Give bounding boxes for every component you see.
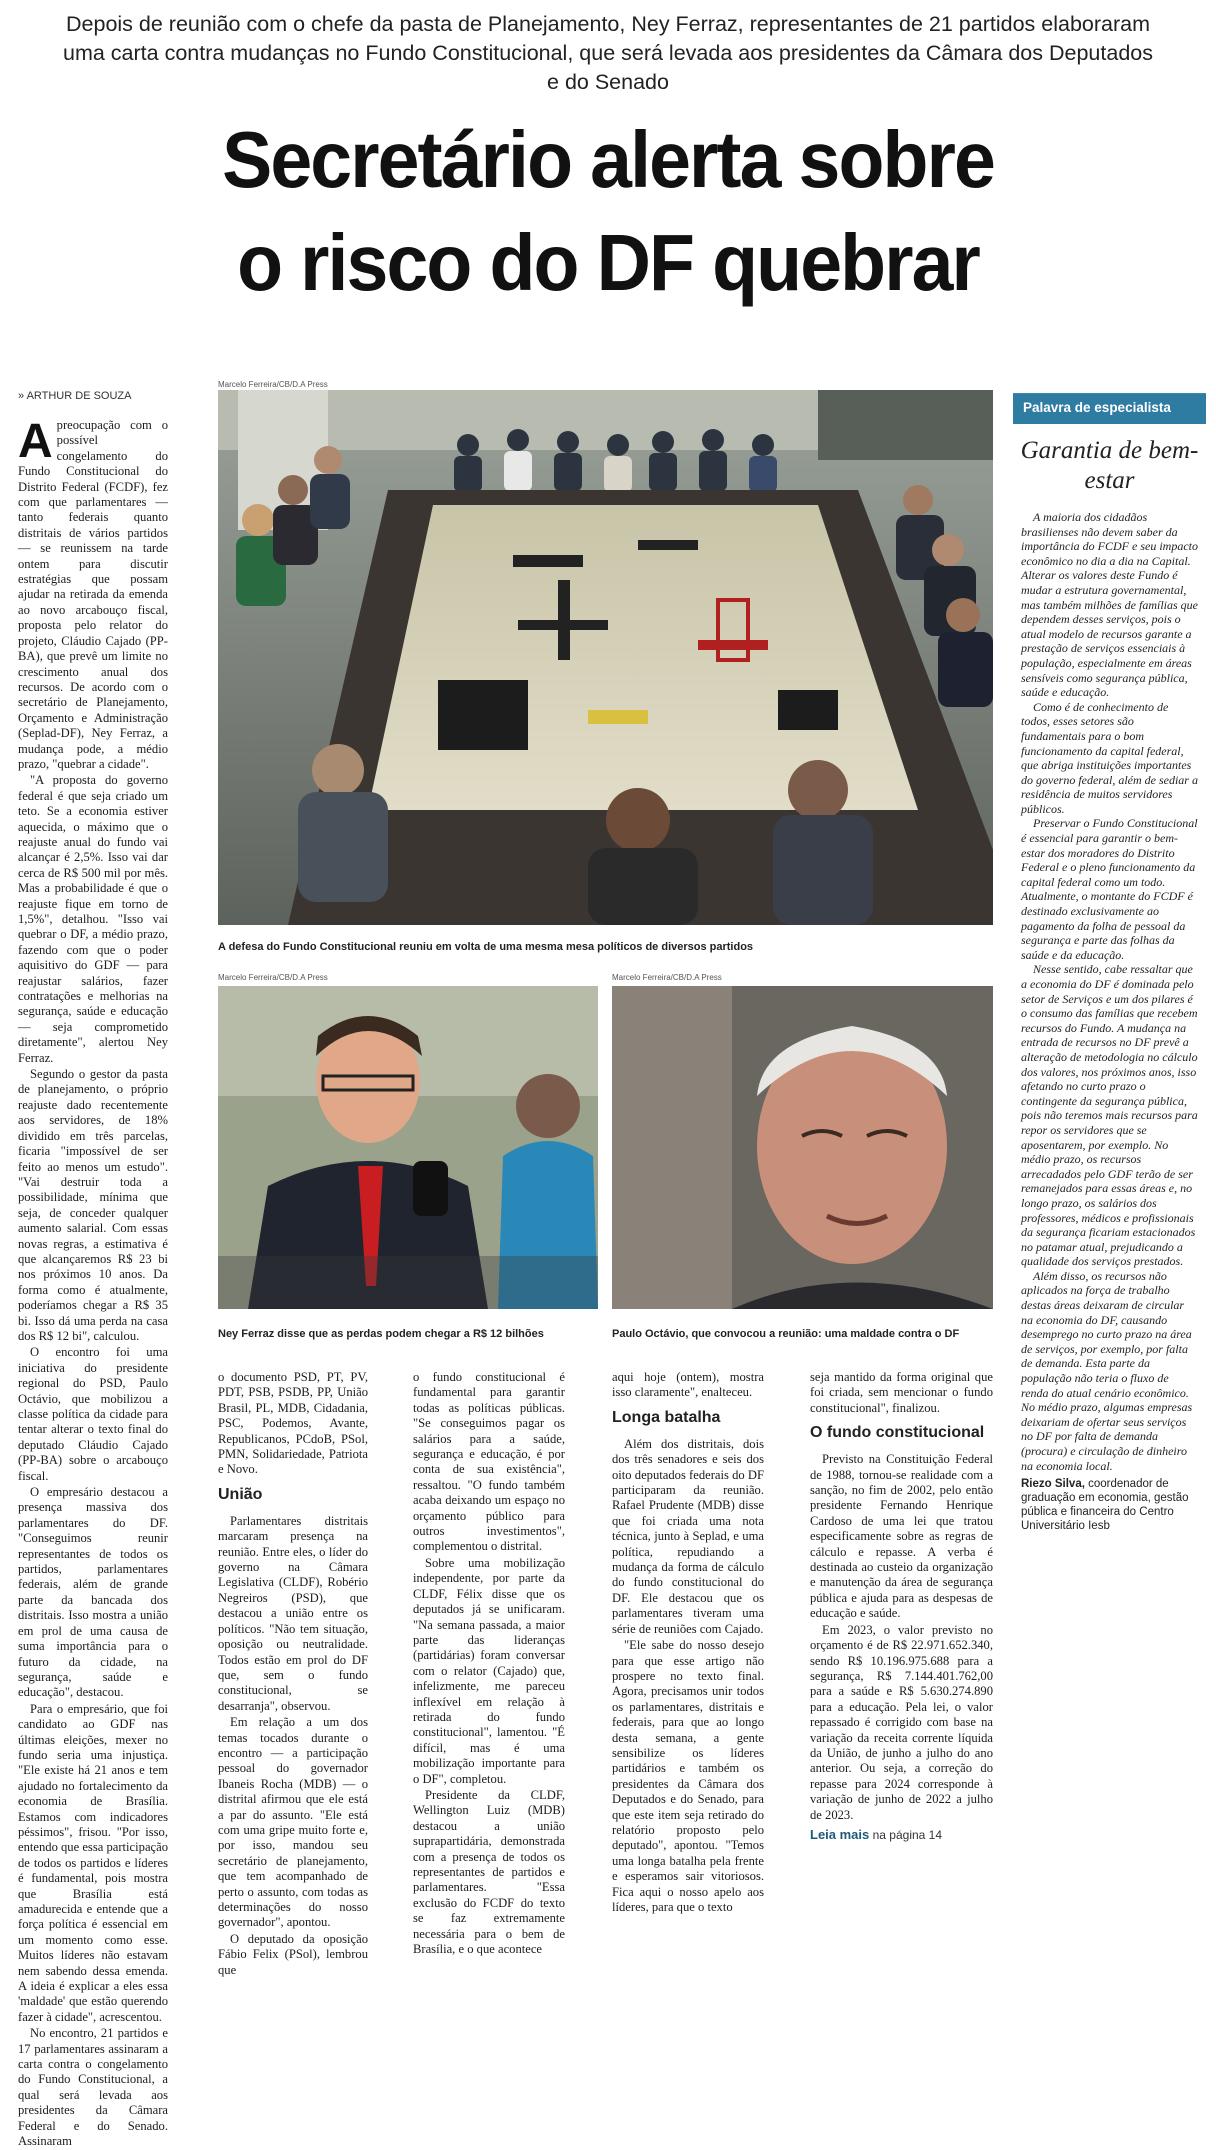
article-deck: Depois de reunião com o chefe da pasta de Planejamento, Ney Ferraz, representantes de 21 partidos elaboraram uma carta contra mudanças no Fundo Constitucional, que será levada aos presidentes da Câmara dos Deputados e do Senado bbox=[63, 12, 1153, 94]
paragraph: o fundo constitucional é fundamental para garantir todas as políticas públicas. "Se conseguimos pagar os salários para a saúde, segurança e educação, é por conta de sua existência", ressaltou. "O fundo também acaba deixando um espaço no orçamento público para outros investimentos", complementou o distrital. bbox=[413, 1370, 565, 1554]
paragraph: Parlamentares distritais marcaram presença na reunião. Entre eles, o líder do governo na Câmara Legislativa (CLDF), Robério Negreiros (PSD), que destacou a união entre os políticos. "Não tem situação, oposição ou neutralidade. Todos estão em prol do DF que, sem o fundo constitucional, se desarranja", observou. bbox=[218, 1513, 368, 1713]
text-column-4 bbox=[612, 1370, 764, 1914]
subhead-fundo-constitucional: O fundo constitucional bbox=[810, 1424, 985, 1442]
paragraph: No encontro, 21 partidos e 17 parlamentares assinaram a carta contra o congelamento do Fundo Constitucional, a qual será levada aos presidentes da Câmara Federal e do Senado. Assinaram bbox=[18, 2026, 168, 2149]
sidebar-paragraph: Preservar o Fundo Constitucional é essencial para garantir o bem-estar dos moradores do Distrito Federal e o pleno funcionamento da capital federal como um todo. Atualmente, o montante do FCDF é destinado exclusivamente ao pagamento da folha de pessoal da segurança e parte das folhas da saúde e da educação. bbox=[1021, 816, 1198, 962]
photo-credit-paulo: Marcelo Ferreira/CB/D.A Press bbox=[612, 973, 722, 982]
drop-cap: A bbox=[18, 415, 53, 468]
paragraph: o documento PSD, PT, PV, PDT, PSB, PSDB, PP, União Brasil, PL, MDB, Cidadania, PSC, Podemos, Avante, Republicanos, PCdoB, PSol, PMN, Solidariedade, Patriota e Novo. bbox=[218, 1370, 368, 1477]
paragraph: Segundo o gestor da pasta de planejamento, o próprio reajuste dado recentemente aos servidores, de 18% dividido em três parcelas, ficaria "impossível de ser feito ao menos um estudo". "Vai destruir toda a possibilidade, mínima que seja, de conceder qualquer aumento salarial. Com essas novas regras, a estimativa é que alcançaremos R$ 23 bi nos próximos 10 anos. Da forma como é atualmente, poderíamos chegar a R$ 35 bi. Isso dá uma perda na casa dos R$ 12 bi", calculou. bbox=[18, 1067, 168, 1343]
paragraph: Em relação a um dos temas tocados durante o encontro — a participação pessoal do governador Ibaneis Rocha (MDB) — o distrital afirmou que ele está a par do assunto. "Ele está com uma gripe muito forte e, por isso, mandou seu secretário de planejamento, que tem acompanhado de perto o assunto, com todas as determinações do nosso governador", apontou. bbox=[218, 1715, 368, 1930]
headline-line-2: o risco do DF quebrar bbox=[237, 218, 979, 307]
caption-ney: Ney Ferraz disse que as perdas podem chegar a R$ 12 bilhões bbox=[218, 1328, 544, 1340]
text-column-3 bbox=[413, 1370, 565, 1957]
paragraph: O encontro foi uma iniciativa do presidente regional do PSD, Paulo Octávio, que mobilizou a classe política da cidade para tentar alterar o texto final do deputado Cláudio Cajado (PP-BA) sobre o arcabouço fiscal. bbox=[18, 1345, 168, 1483]
paragraph: Para o empresário, que foi candidato ao GDF nas últimas eleições, mexer no fundo seria uma injustiça. "Ele existe há 21 anos e tem ajudado no fortalecimento da economia de Brasília. Estamos com indicadores péssimos", frisou. "Por isso, entendo que essa participação de todos os partidos e líderes é fundamental, pois mostra que Brasília está amadurecida e entende que a força política é essencial em um momento como esse. Muitos líderes não estavam nem sabendo dessa emenda. A ideia é explicar a eles essa 'maldade' que estão querendo fazer à cidade", acrescentou. bbox=[18, 1701, 169, 2024]
leia-mais[interactable]: Leia mais na página 14 bbox=[810, 1826, 943, 1842]
sidebar-especialista bbox=[1013, 393, 1206, 1886]
sidebar-body bbox=[1013, 510, 1206, 1473]
paragraph: Em 2023, o valor previsto no orçamento é de R$ 22.971.652.340, sendo R$ 10.196.975.688 para a segurança, R$ 7.144.401.762,00 para a saúde e R$ 5.630.274.890 para a educação. Pela lei, o valor repassado é corrigido com base na variação da receita corrente líquida da União, de junho a julho do ano anterior. Ou seja, a correção do repasse para 2024 corresponde à variação de junho de 2022 a julho de 2023. bbox=[810, 1622, 993, 1822]
meeting-room-illustration bbox=[218, 390, 993, 925]
paragraph: Presidente da CLDF, Wellington Luiz (MDB) destacou a união suprapartidária, demonstrada com a presença de todos os representantes de partidos e parlamentares. "Essa exclusão do FCDF do texto se faz extremamente necessária para o bem de Brasília, e o que acontece bbox=[413, 1787, 565, 1957]
paragraph: Além dos distritais, dois dos três senadores e seis dos oito deputados federais do DF participaram da reunião. Rafael Prudente (MDB) disse que foi criada uma nota técnica, junto à Seplad, e uma política, repudiando a mudança da forma de cálculo do fundo constitucional do DF. Ele destacou que os parlamentares tiveram uma série de reuniões com Cajado. bbox=[612, 1436, 764, 1636]
headline-line-1: Secretário alerta sobre bbox=[222, 115, 994, 204]
ney-ferraz-portrait bbox=[218, 986, 598, 1309]
subhead-longa-batalha: Longa batalha bbox=[612, 1408, 721, 1426]
sidebar-paragraph: Além disso, os recursos não aplicados na força de trabalho destas áreas deixaram de circular na economia do DF, causando desemprego no curto prazo na área de serviços, por exemplo, por falta de demanda. Esta parte da população não teria o fluxo de renda do atual cenário econômico. No médio prazo, algumas empresas deixariam de ofertar seus serviços no DF por falta de demanda (procura) e circulação de dinheiro na economia local. bbox=[1021, 1268, 1193, 1473]
subhead-uniao: União bbox=[218, 1485, 263, 1503]
paragraph: seja mantido da forma original que foi criada, sem mencionar o fundo constitucional", finalizou. bbox=[810, 1370, 993, 1415]
paragraph: aqui hoje (ontem), mostra isso claramente", enalteceu. bbox=[612, 1370, 764, 1400]
paragraph: O empresário destacou a presença massiva dos parlamentares do DF. "Conseguimos reunir representantes de todos os partidos, parlamentares federais, além de grande parte da bancada dos distritais. Isso mostra a união em prol de uma causa de suma importância para o futuro da cidade, na segurança, saúde e educação", destacou. bbox=[18, 1485, 168, 1700]
sidebar-tag: Palavra de especialista bbox=[1013, 394, 1206, 424]
text-column-2 bbox=[218, 1370, 368, 1977]
text-column-1 bbox=[18, 415, 169, 2149]
paragraph: Sobre uma mobilização independente, por parte da CLDF, Félix disse que os deputados já se unificaram. "Na semana passada, a maior parte das lideranças (partidárias) foram conversar com o relator (Cajado) que, infelizmente, me pareceu inflexível em relação à retirada do fundo constitucional", lamentou. "É difícil, mas é uma mobilização importante para o DF", completou. bbox=[413, 1555, 565, 1786]
photo-credit-ney: Marcelo Ferreira/CB/D.A Press bbox=[218, 973, 328, 982]
paulo-octavio-portrait bbox=[612, 986, 993, 1309]
paragraph: Previsto na Constituição Federal de 1988, tornou-se realidade com a sanção, no fim de 2002, pelo então presidente Fernando Henrique Cardoso de uma lei que tratou especificamente sobre as regras de cálculo e repasse. A verba é destinada ao custeio da organização e manutenção da área de segurança pública e ajuda para as despesas de educação e saúde. bbox=[810, 1452, 993, 1621]
sidebar-paragraph: Como é de conhecimento de todos, esses setores são fundamentais para o bom funcionamento da capital federal, que abriga instituições importantes do governo federal, além de sediar a residência de muitos servidores públicos. bbox=[1021, 699, 1198, 816]
text-column-5 bbox=[810, 1370, 993, 1886]
paragraph: Apreocupação com o possível congelamento do Fundo Constitucional do Distrito Federal (FCDF), fez com que parlamentares — tanto federais quanto distritais de vários partidos — se reunissem na tarde ontem para discutir estratégias que possam ajudar na retirada da emenda ao novo arcabouço fiscal, proposta pelo relator do projeto, Cláudio Cajado (PP-BA), que prevê um limite no crescimento anual dos recursos. De acordo com o secretário de Planejamento, Orçamento e Administração (Seplad-DF), Ney Ferraz, a mudança pode, a médio prazo, "quebrar a cidade". bbox=[18, 415, 168, 771]
paragraph: "A proposta do governo federal é que seja criado um teto. Se a economia estiver aquecida, o máximo que o reajuste anual do fundo vai alcançar é 2,5%. Isso vai dar cerca de R$ 500 mil por mês. Mas a probabilidade é que o reajuste fique em torno de 1,5%", detalhou. "Isso vai quebrar o DF, a médio prazo, fazendo com que o poder aquisitivo do GDF — para reajustar salários, fazer contratações e melhorias na segurança, saúde e educação — seja comprometido diretamente", alertou Ney Ferraz. bbox=[18, 773, 168, 1065]
paragraph: "Ele sabe do nosso desejo para que esse artigo não prospere no texto final. Agora, precisamos unir todos os parlamentares, distritais e federais, para que ao longo desta semana, a gente sensibilize os líderes partidários e também os presidentes da Câmara dos Deputados e do Senado, para que este item seja retirado do relatório proposto pelo deputado", apontou. "Temos uma longa batalha pela frente e esperamos sair vitoriosos. Fica aqui o nosso apelo aos líderes, para que o texto bbox=[612, 1638, 764, 1914]
photo-main-meeting bbox=[218, 390, 993, 925]
paragraph: O deputado da oposição Fábio Felix (PSol), lembrou que bbox=[218, 1931, 368, 1977]
sidebar-paragraph: A maioria dos cidadãos brasilienses não devem saber da importância do FCDF e seu impacto econômico no dia a dia na Capital. Alterar os valores deste Fundo é mudar a estrutura governamental, mas também milhões de famílias que dependem desses serviços, pois o atual modelo de recursos garante a prestação de serviços essenciais à população, especialmente em áreas sensíveis como segurança pública, saúde e educação. bbox=[1021, 510, 1198, 700]
article-headline bbox=[36, 108, 1179, 314]
caption-main: A defesa do Fundo Constitucional reuniu em volta de uma mesma mesa políticos de diversos partidos bbox=[218, 941, 754, 953]
photo-ney-ferraz bbox=[218, 986, 598, 1309]
sidebar-author: Riezo Silva, coordenador de graduação em economia, gestão pública e financeira do Centro Universitário Iesb bbox=[1021, 1478, 1189, 1533]
sidebar-paragraph: Nesse sentido, cabe ressaltar que a economia do DF é dominada pelo setor de Serviços e um dos pilares é o consumo das famílias que recebem recursos do Fundo. A mudança na entrada de recursos no DF prevê a alteração de metodologia no cálculo dos valores, nos próximos anos, isso afetando no curto prazo o contingente da segurança pública, pois não teremos mais recursos para repor os servidores que se aposentarem, por exemplo. No médio prazo, os recursos arrecadados pelo GDF terão de ser remanejados para essas áreas e, no longo prazo, os salários dos professores, médicos e profissionais da segurança ficariam estacionados no patamar atual, prejudicando a qualidade dos serviços prestados. bbox=[1021, 962, 1198, 1269]
photo-credit-main: Marcelo Ferreira/CB/D.A Press bbox=[218, 380, 328, 389]
sidebar-title: Garantia de bem-estar bbox=[1020, 437, 1199, 494]
byline: » ARTHUR DE SOUZA bbox=[18, 390, 132, 402]
photo-paulo-octavio bbox=[612, 986, 993, 1309]
caption-paulo: Paulo Octávio, que convocou a reunião: uma maldade contra o DF bbox=[612, 1328, 960, 1340]
